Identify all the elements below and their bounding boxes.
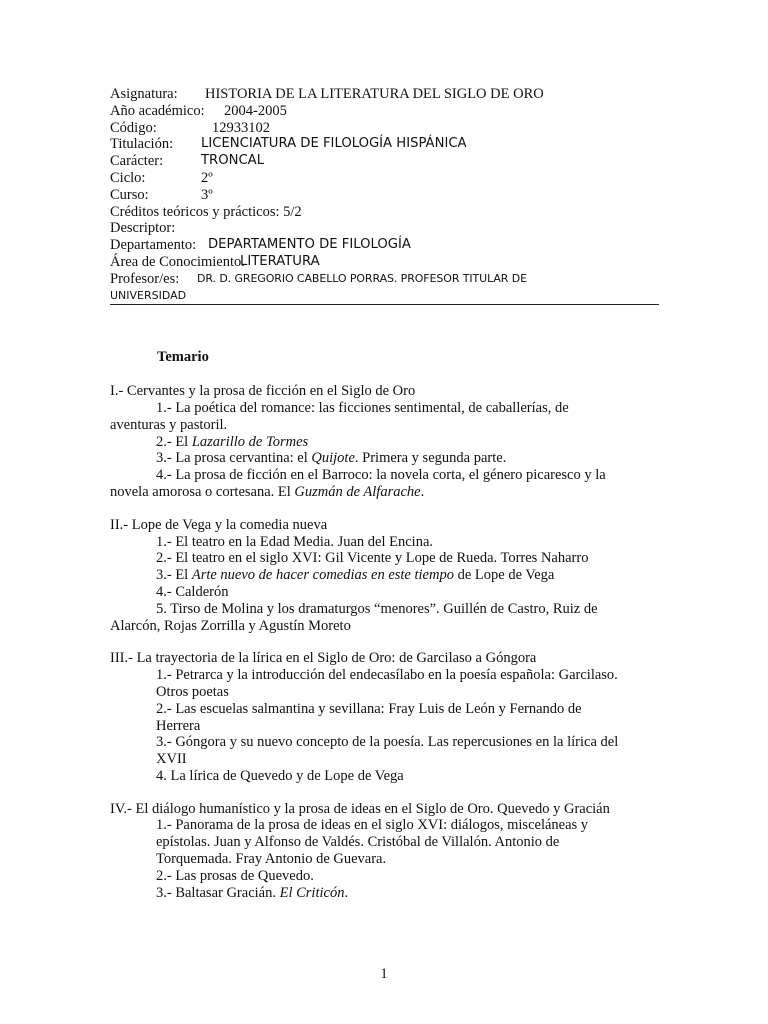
titulacion-label: Titulación: xyxy=(110,136,174,153)
item-text: aventuras y pastoril. xyxy=(110,416,228,433)
section-title: IV.- El diálogo humanístico y la prosa de ideas en el Siglo de Oro. Quevedo y Gracián xyxy=(110,800,610,817)
asignatura-row xyxy=(110,86,659,103)
departamento-value: DEPARTAMENTO DE FILOLOGÍA xyxy=(208,237,411,253)
item-text: 2.- El teatro en el siglo XVI: Gil Vicente y Lope de Rueda. Torres Naharro xyxy=(156,550,589,567)
list-item xyxy=(156,868,659,885)
list-item xyxy=(156,467,659,484)
list-item xyxy=(156,701,659,718)
item-text: epístolas. Juan y Alfonso de Valdés. Cristóbal de Villalón. Antonio de xyxy=(156,834,560,851)
list-item-cont xyxy=(156,718,659,735)
codigo-row xyxy=(110,120,659,137)
list-item xyxy=(156,817,659,834)
item-text: Otros poetas xyxy=(156,683,229,700)
document-page xyxy=(110,86,659,917)
curso-value: 3º xyxy=(201,186,213,203)
list-item-cont xyxy=(156,751,659,768)
section-title: I.- Cervantes y la prosa de ficción en el Siglo de Oro xyxy=(110,383,416,400)
item-text: 2.- El xyxy=(156,433,192,450)
descriptor-label: Descriptor: xyxy=(110,220,176,237)
anio-value: 2004-2005 xyxy=(224,102,287,119)
codigo-label: Código: xyxy=(110,119,157,136)
list-item xyxy=(156,400,659,417)
list-item xyxy=(156,734,659,751)
item-text: 3.- Baltasar Gracián. xyxy=(156,884,280,901)
item-text: . xyxy=(344,884,349,901)
list-item-cont xyxy=(110,417,659,434)
list-item-cont xyxy=(110,618,659,635)
creditos-text: Créditos teóricos y prácticos: 5/2 xyxy=(110,203,302,220)
item-text: 3.- El xyxy=(156,567,192,584)
curso-label: Curso: xyxy=(110,186,149,203)
anio-row xyxy=(110,103,659,120)
section-3 xyxy=(110,650,659,784)
item-text: Alarcón, Rojas Zorrilla y Agustín Moreto xyxy=(110,617,351,634)
departamento-label: Departamento: xyxy=(110,237,197,254)
area-label: Área de Conocimiento. xyxy=(110,253,245,270)
profesor-label: Profesor/es: xyxy=(110,270,180,287)
list-item xyxy=(156,450,659,467)
item-text: . Primera y segunda parte. xyxy=(354,450,507,467)
descriptor-row xyxy=(110,220,659,237)
course-header xyxy=(110,86,659,305)
creditos-row xyxy=(110,204,659,221)
work-title: Quijote xyxy=(311,450,355,467)
section-2 xyxy=(110,517,659,635)
caracter-label: Carácter: xyxy=(110,153,164,170)
list-item-cont xyxy=(156,851,659,868)
item-text: 3.- Góngora y su nuevo concepto de la poesía. Las repercusiones en la lírica del xyxy=(156,734,619,751)
list-item xyxy=(156,567,659,584)
list-item xyxy=(156,584,659,601)
work-title: Arte nuevo de hacer comedias en este tiempo xyxy=(191,567,454,584)
item-text: 5. Tirso de Molina y los dramaturgos “menores”. Guillén de Castro, Ruiz de xyxy=(156,600,598,617)
list-item xyxy=(156,534,659,551)
work-title: Guzmán de Alfarache xyxy=(294,483,421,500)
item-text: novela amorosa o cortesana. El xyxy=(110,483,295,500)
item-text: 1.- La poética del romance: las ficciones sentimental, de caballerías, de xyxy=(156,399,569,416)
item-text: 2.- Las escuelas salmantina y sevillana: Fray Luis de León y Fernando de xyxy=(156,700,582,717)
caracter-row xyxy=(110,153,659,170)
list-item-cont xyxy=(110,484,659,501)
item-text: 4.- La prosa de ficción en el Barroco: la novela corta, el género picaresco y la xyxy=(156,467,606,484)
ciclo-row xyxy=(110,170,659,187)
ciclo-label: Ciclo: xyxy=(110,169,146,186)
item-text: 1.- El teatro en la Edad Media. Juan del Encina. xyxy=(156,533,434,550)
list-item xyxy=(156,885,659,902)
list-item-cont xyxy=(156,684,659,701)
item-text: de Lope de Vega xyxy=(453,567,555,584)
codigo-value: 12933102 xyxy=(212,119,270,136)
section-title: III.- La trayectoria de la lírica en el Siglo de Oro: de Garcilaso a Góngora xyxy=(110,650,537,667)
area-row xyxy=(110,254,659,271)
list-item xyxy=(156,601,659,618)
item-text: 4.- Calderón xyxy=(156,583,229,600)
list-item xyxy=(156,550,659,567)
item-text: 4. La lírica de Quevedo y de Lope de Vega xyxy=(156,767,404,784)
section-4 xyxy=(110,801,659,902)
profesor-value: DR. D. GREGORIO CABELLO PORRAS. PROFESOR TITULAR DE xyxy=(197,271,527,285)
area-value: LITERATURA xyxy=(240,253,320,269)
list-item-cont xyxy=(156,834,659,851)
work-title: El Criticón xyxy=(279,884,345,901)
item-text: Torquemada. Fray Antonio de Guevara. xyxy=(156,851,387,868)
item-text: XVII xyxy=(156,751,187,768)
titulacion-row xyxy=(110,136,659,153)
caracter-value: TRONCAL xyxy=(201,153,265,169)
ciclo-value: 2º xyxy=(201,169,213,186)
titulacion-value: LICENCIATURA DE FILOLOGÍA HISPÁNICA xyxy=(201,136,467,152)
item-text: 3.- La prosa cervantina: el xyxy=(156,450,312,467)
section-title: II.- Lope de Vega y la comedia nueva xyxy=(110,516,328,533)
anio-label: Año académico: xyxy=(110,102,205,119)
profesor-row xyxy=(110,271,659,288)
departamento-row xyxy=(110,237,659,254)
profesor-row-cont xyxy=(110,288,659,305)
temario-heading: Temario xyxy=(157,349,209,366)
item-text: Herrera xyxy=(156,717,201,734)
item-text: 1.- Panorama de la prosa de ideas en el siglo XVI: diálogos, misceláneas y xyxy=(156,817,589,834)
item-text: 2.- Las prosas de Quevedo. xyxy=(156,867,314,884)
page-number: 1 xyxy=(380,966,388,982)
item-text: 1.- Petrarca y la introducción del endecasílabo en la poesía española: Garcilaso. xyxy=(156,667,618,684)
list-item xyxy=(156,768,659,785)
work-title: Lazarillo de Tormes xyxy=(191,433,309,450)
asignatura-value: HISTORIA DE LA LITERATURA DEL SIGLO DE ORO xyxy=(205,86,544,102)
list-item xyxy=(156,667,659,684)
curso-row xyxy=(110,187,659,204)
list-item xyxy=(156,434,659,451)
section-1 xyxy=(110,383,659,501)
item-text: . xyxy=(420,483,425,500)
profesor-value-cont: UNIVERSIDAD xyxy=(110,288,187,302)
asignatura-label: Asignatura: xyxy=(110,86,178,102)
